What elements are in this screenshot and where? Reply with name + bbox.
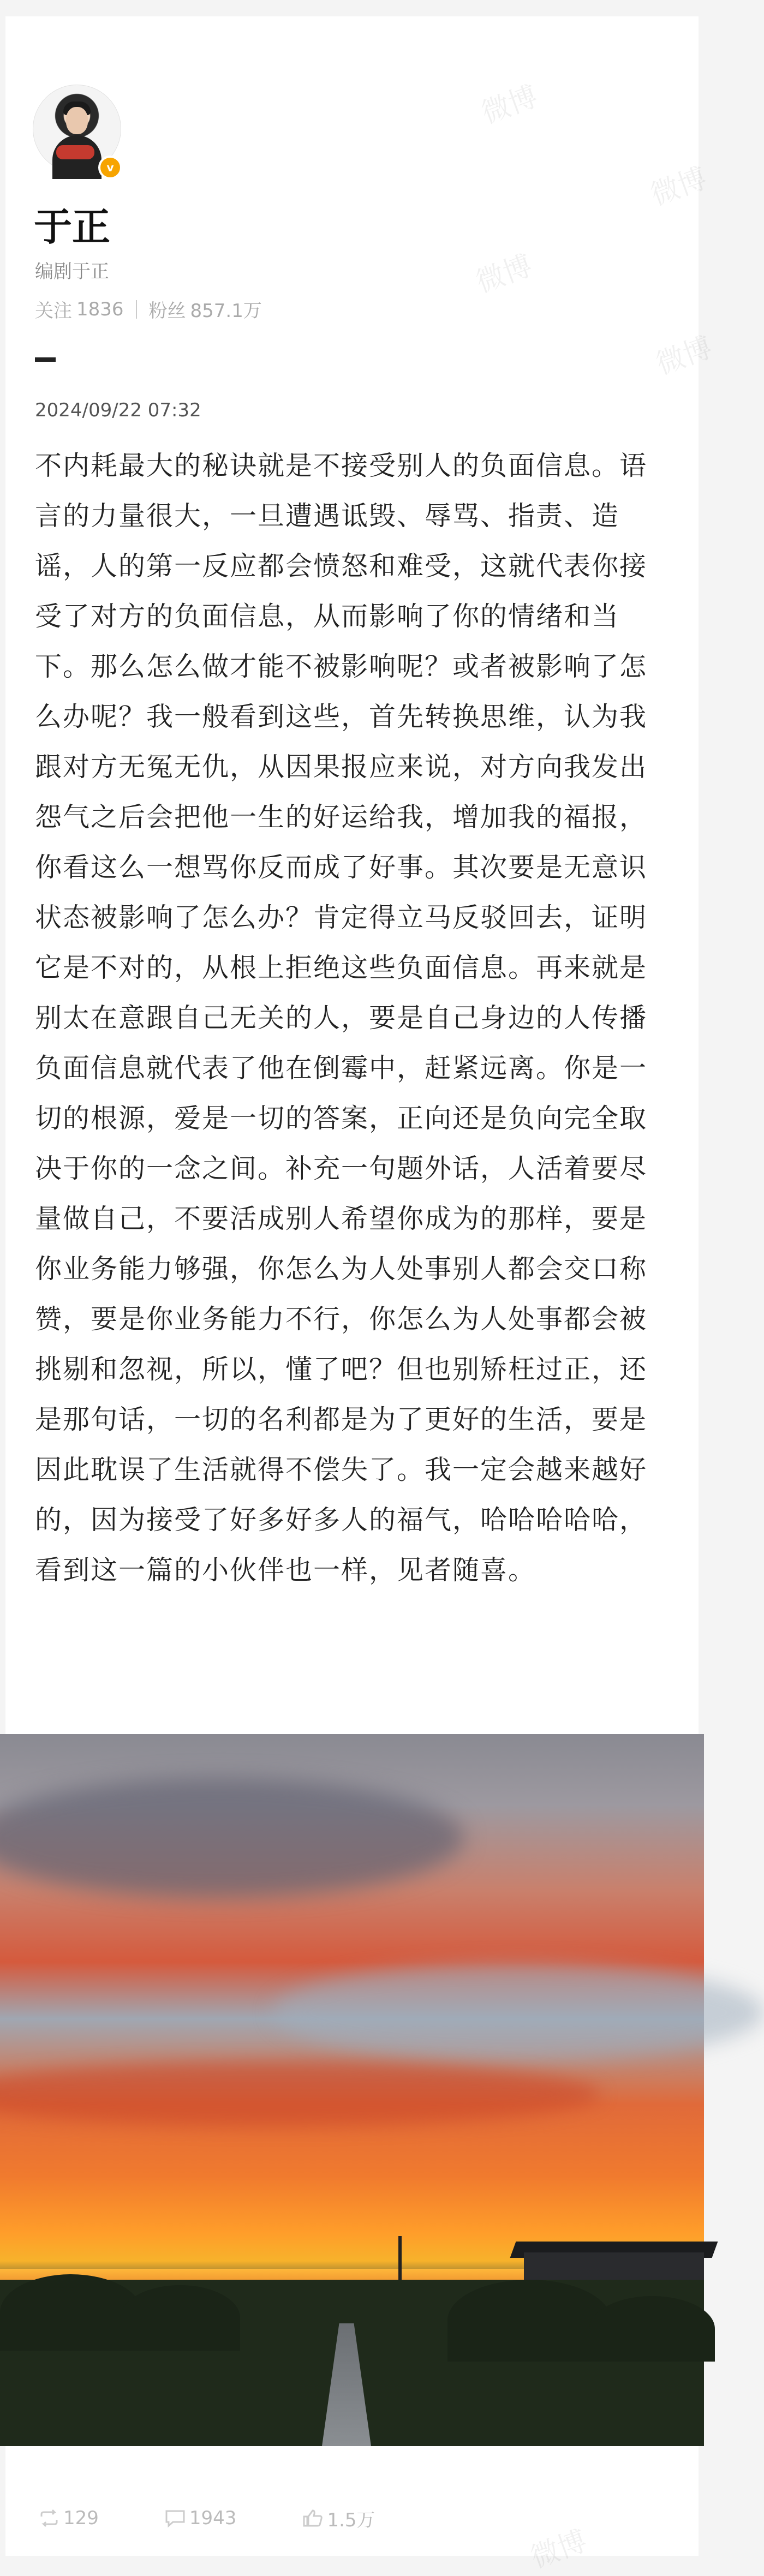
verified-badge-icon: v <box>98 156 122 180</box>
watermark: 微博 <box>477 80 542 130</box>
watermark: 微博 <box>526 2524 592 2575</box>
thumbs-up-icon <box>302 2509 324 2527</box>
user-name[interactable]: 于正 <box>34 205 110 249</box>
user-verification: 编剧于正 <box>35 261 109 283</box>
watermark: 微博 <box>652 331 717 381</box>
post-image-sunset[interactable] <box>0 1734 704 2446</box>
watermark: 微博 <box>646 162 712 212</box>
comment-count: 1943 <box>189 2507 237 2529</box>
repost-icon <box>38 2509 60 2527</box>
action-bar <box>5 2494 699 2543</box>
watermark: 微博 <box>471 249 537 300</box>
stats-divider <box>136 300 137 319</box>
comment-icon <box>164 2509 186 2527</box>
like-button[interactable] <box>302 2505 375 2532</box>
repost-button[interactable] <box>38 2507 99 2529</box>
following-count[interactable]: 1836 <box>76 298 124 320</box>
repost-count: 129 <box>63 2507 99 2529</box>
comment-button[interactable] <box>164 2507 237 2529</box>
fans-count[interactable]: 857.1万 <box>190 300 262 322</box>
divider-mark <box>35 357 56 362</box>
post-date: 2024/09/22 07:32 <box>35 399 201 421</box>
post-text: 不内耗最大的秘诀就是不接受别人的负面信息。语言的力量很大，一旦遭遇诋毁、辱骂、指责、造谣，人的第一反应都会愤怒和难受，这就代表你接受了对方的负面信息，从而影响了你的情绪和当下。那么怎么做才能不被影响呢？或者被影响了怎么办呢？我一般看到这些，首先转换思维，认为我跟对方无冤无仇，从因果报应来说，对方向我发出怨气之后会把他一生的好运给我，增加我的福报，你看这么一想骂你反而成了好事。其次要是无意识状态被影响了怎么办？肯定得立马反驳回去，证明它是不对的，从根上拒绝这些负面信息。再来就是别太在意跟自己无关的人，要是自己身边的人传播负面信息就代表了他在倒霉中，赶紧远离。你是一切的根源，爱是一切的答案，正向还是负向完全取决于你的一念之间。补充一句题外话，人活着要尽量做自己，不要活成别人希望你成为的那样，要是你业务能力够强，你怎么为人处事别人都会交口称赞，要是你业务能力不行，你怎么为人处事都会被挑剔和忽视，所以，懂了吧？但也别矫枉过正，还是那句话，一切的名利都是为了更好的生活，要是因此耽误了生活就得不偿失了。我一定会越来越好的，因为接受了好多好多人的福气，哈哈哈哈哈，看到这一篇的小伙伴也一样，见者随喜。 <box>35 450 648 1586</box>
like-count: 1.5万 <box>327 2509 375 2531</box>
following-label: 关注 <box>35 300 72 322</box>
fans-label: 粉丝 <box>148 300 186 322</box>
user-stats <box>35 296 262 322</box>
